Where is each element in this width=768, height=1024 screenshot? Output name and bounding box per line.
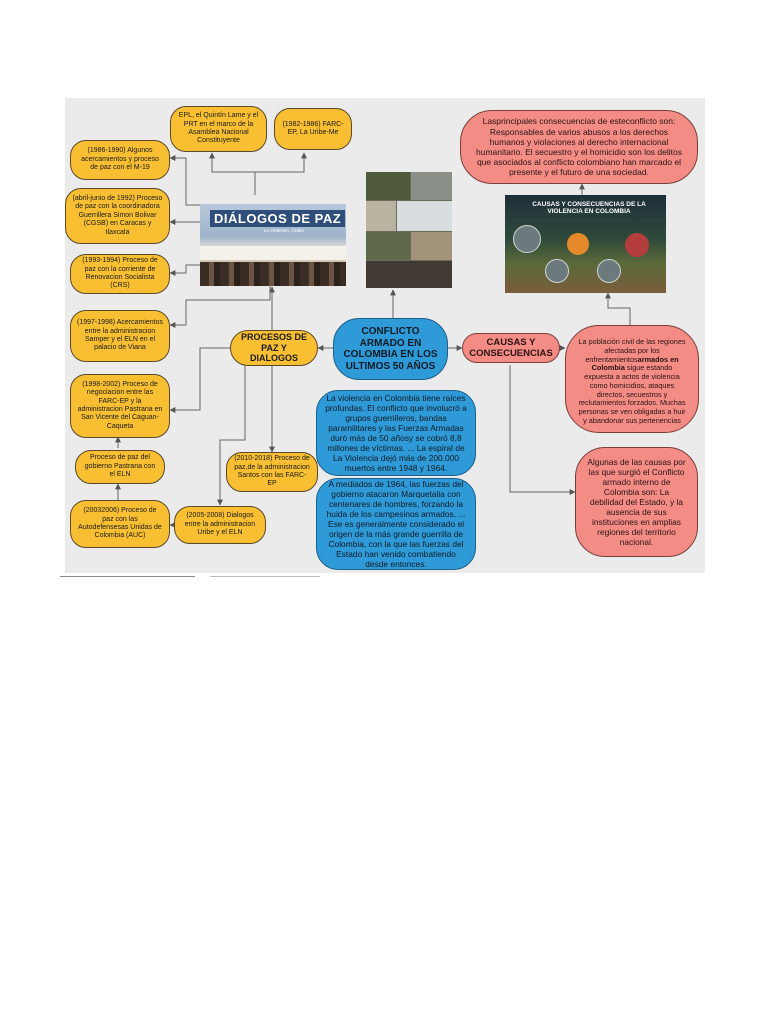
node-m19: (1986-1990) Algunos acercamientos y proceso de paz con el M-19 [70,140,170,180]
collage-tile-6 [411,232,452,260]
node-caguan: (1998-2002) Proceso de negociacion entre las FARC-EP y la administracion Pastrana en San Vicente del Caguan-Caqueta [70,374,170,438]
node-procesos-paz: PROCESOS DE PAZ Y DIALOGOS [230,330,318,366]
node-uribe-eln: (2005-2008) Dialogos entre la administracion Uribe y el ELN [174,506,266,544]
dialogos-table [200,246,346,260]
node-auc: (20032006) Proceso de paz con las Autodefensesas Unidas de Colombia (AUC) [70,500,170,548]
node-poblacion-civil [565,325,699,433]
collage-tile-7 [366,261,452,288]
node-santos: (2010-2018) Proceso de paz,de la administracion Santos con las FARC-EP [226,452,318,492]
poblacion-text-b: armados en Colombia [591,354,679,373]
causas-photo-title: CAUSAS Y CONSECUENCIAS DE LA VIOLENCIA EN COLOMBIA [532,201,646,216]
dialogos-crowd [200,262,346,286]
causas-circle-2 [567,233,589,255]
node-cgsb: (abril-junio de 1992) Proceso de paz con la coordinadora Guerrillera Simon Bolivar (CGSB) en Caracas y tlaxcala [65,188,170,244]
causas-circle-3 [625,233,649,257]
node-marquetalia: A mediados de 1964, las fuerzas del gobierno atacaron Marquetalia con centenares de hombres, forzando la huida de los campesinos armados. ... Ese es generalmente considerado el origen de la más grande guerrilla de Colombia, con la que las fuerzas del Estado han venido combatiendo desde entonces. [316,478,476,570]
collage-tile-5 [366,232,410,260]
node-algunas-causas: Algunas de las causas por las que surgió el Conflicto armado interno de Colombia son: La debilidad del Estado, y la ausencia de sus instituciones en amplias regiones del territorio nacional. [575,447,698,557]
node-epl-quintin-lame: EPL, el Quintín Lame y el PRT en el marco de la Asamblea Nacional Constituyente [170,106,267,152]
poblacion-text-a: La población civil de las regiones afectadas por los enfrentamientos [578,337,686,364]
dialogos-subtitle: LA HABANA, CUBA [264,228,305,233]
collage-tile-4 [397,201,452,231]
node-principales-consecuencias: Lasprincipales consecuencias de esteconflicto son: Responsables de varios abusos a los derechos humanos y violaciones al derecho internacional humanitario. El secuestro y el homicidio son los delitos que asociados al conflicto colombiano han marcado el presente y el futuro de una sociedad. [460,110,698,184]
causas-circle-4 [545,259,569,283]
collage-tile-2 [411,172,452,200]
collage-tile-1 [366,172,410,200]
photo-causas-consecuencias [505,195,666,293]
page-underline [60,576,195,577]
causas-circle-5 [597,259,621,283]
page-underline-2 [210,576,320,577]
collage-tile-3 [366,201,396,231]
node-viana: (1997-1998) Acercamientos entre la administracion Samper y el ELN en el palacio de Viana [70,310,170,362]
photo-dialogos-paz [200,204,346,286]
photo-conflict-collage [366,172,452,288]
node-farc-1982: (1982-1986) FARC-EP, La Uribe-Me [274,108,352,150]
node-causas-consecuencias: CAUSAS Y CONSECUENCIAS [462,333,560,363]
dialogos-banner: DIÁLOGOS DE PAZ [210,210,345,227]
node-crs: (1993-1994) Proceso de paz con la corriente de Renovacion Socialista (CRS) [70,254,170,294]
node-violencia: La violencia en Colombia tiene raíces profundas. El conflicto que involucró a grupos guerrilleros, bandas paramilitares y las Fuerzas Armadas duró más de 50 añosy se cobró 8,8 millones de víctimas. ... La espiral de La Violencia dejó más de 200.000 muertos entre 1948 y 1964. [316,390,476,476]
poblacion-text-c: sigue estando expuesta a actos de violencia como homicidios, ataques directos, secuestros y reclutamientos forzados. Muchas personas se ven obligadas a huir y abandonar sus pertenencias [578,363,686,425]
causas-circle-1 [513,225,541,253]
node-pastrana-eln: Proceso de paz del gobierno Pastrana con el ELN [75,450,165,484]
node-center-topic: CONFLICTO ARMADO EN COLOMBIA EN LOS ULTIMOS 50 AÑOS [333,318,448,380]
